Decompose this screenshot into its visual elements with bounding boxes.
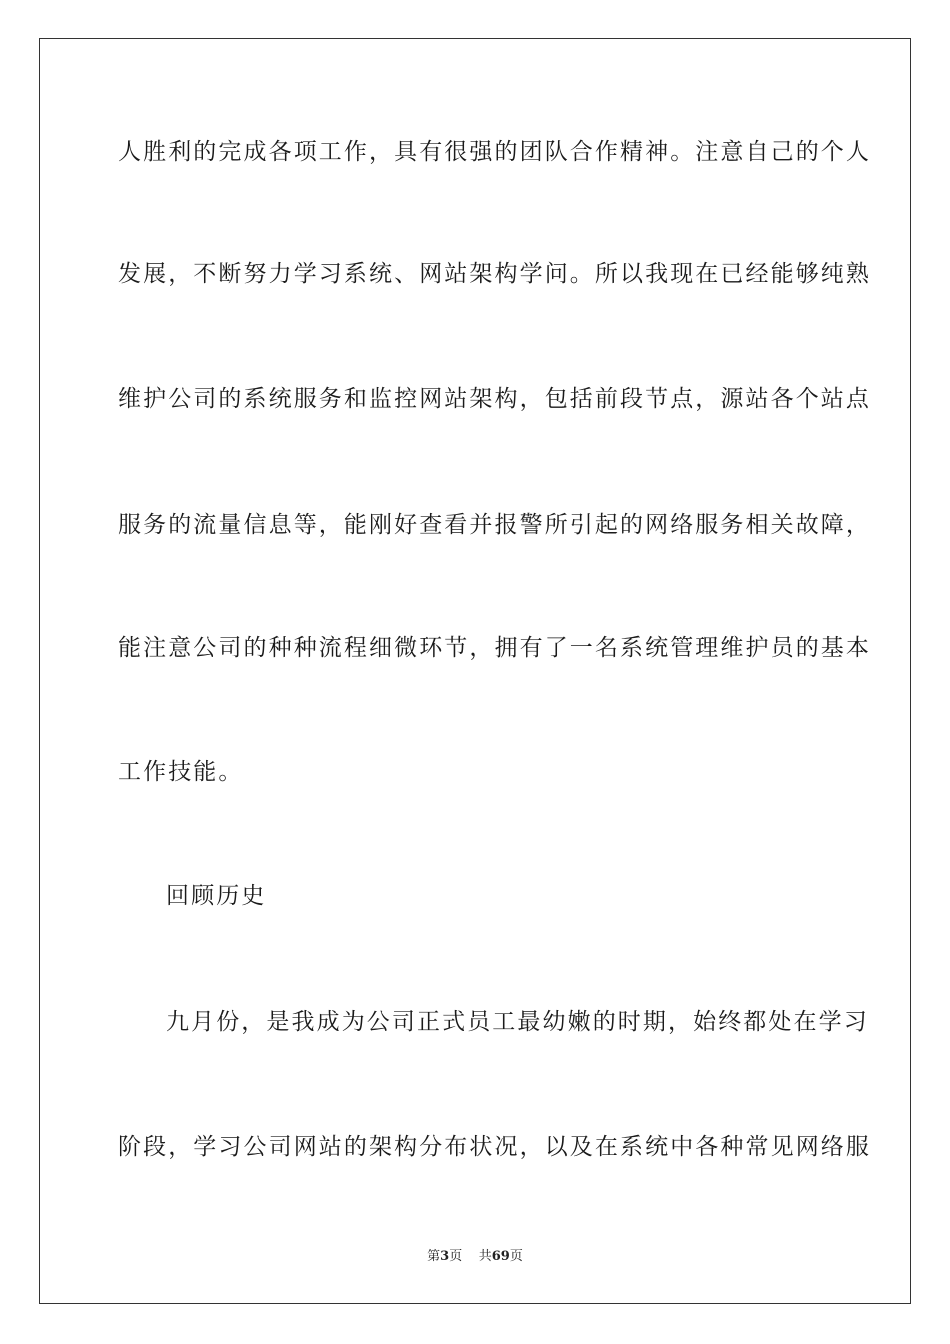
body-text-line-1: 人胜利的完成各项工作，具有很强的团队合作精神。注意自己的个人 — [118, 139, 871, 165]
page-border — [39, 38, 911, 1304]
page-prefix: 第 — [427, 1249, 441, 1264]
body-text-line-4: 服务的流量信息等，能刚好查看并报警所引起的网络服务相关故障， — [118, 512, 871, 538]
page-number: 3 — [440, 1249, 450, 1264]
total-prefix: 共 — [478, 1249, 492, 1264]
body-text-line-7: 九月份，是我成为公司正式员工最幼嫩的时期，始终都处在学习 — [166, 1009, 869, 1035]
total-pages: 69 — [491, 1249, 510, 1264]
body-text-line-8: 阶段，学习公司网站的架构分布状况，以及在系统中各种常见网络服 — [118, 1134, 871, 1160]
body-text-line-2: 发展，不断努力学习系统、网站架构学问。所以我现在已经能够纯熟 — [118, 261, 871, 287]
page-suffix: 页 — [449, 1249, 463, 1264]
total-suffix: 页 — [509, 1249, 523, 1264]
section-heading: 回顾历史 — [166, 883, 267, 909]
body-text-line-3: 维护公司的系统服务和监控网站架构，包括前段节点，源站各个站点 — [118, 386, 871, 412]
body-text-line-6: 工作技能。 — [118, 759, 244, 785]
page-footer — [0, 1248, 950, 1266]
body-text-line-5: 能注意公司的种种流程细微环节，拥有了一名系统管理维护员的基本 — [118, 635, 871, 661]
